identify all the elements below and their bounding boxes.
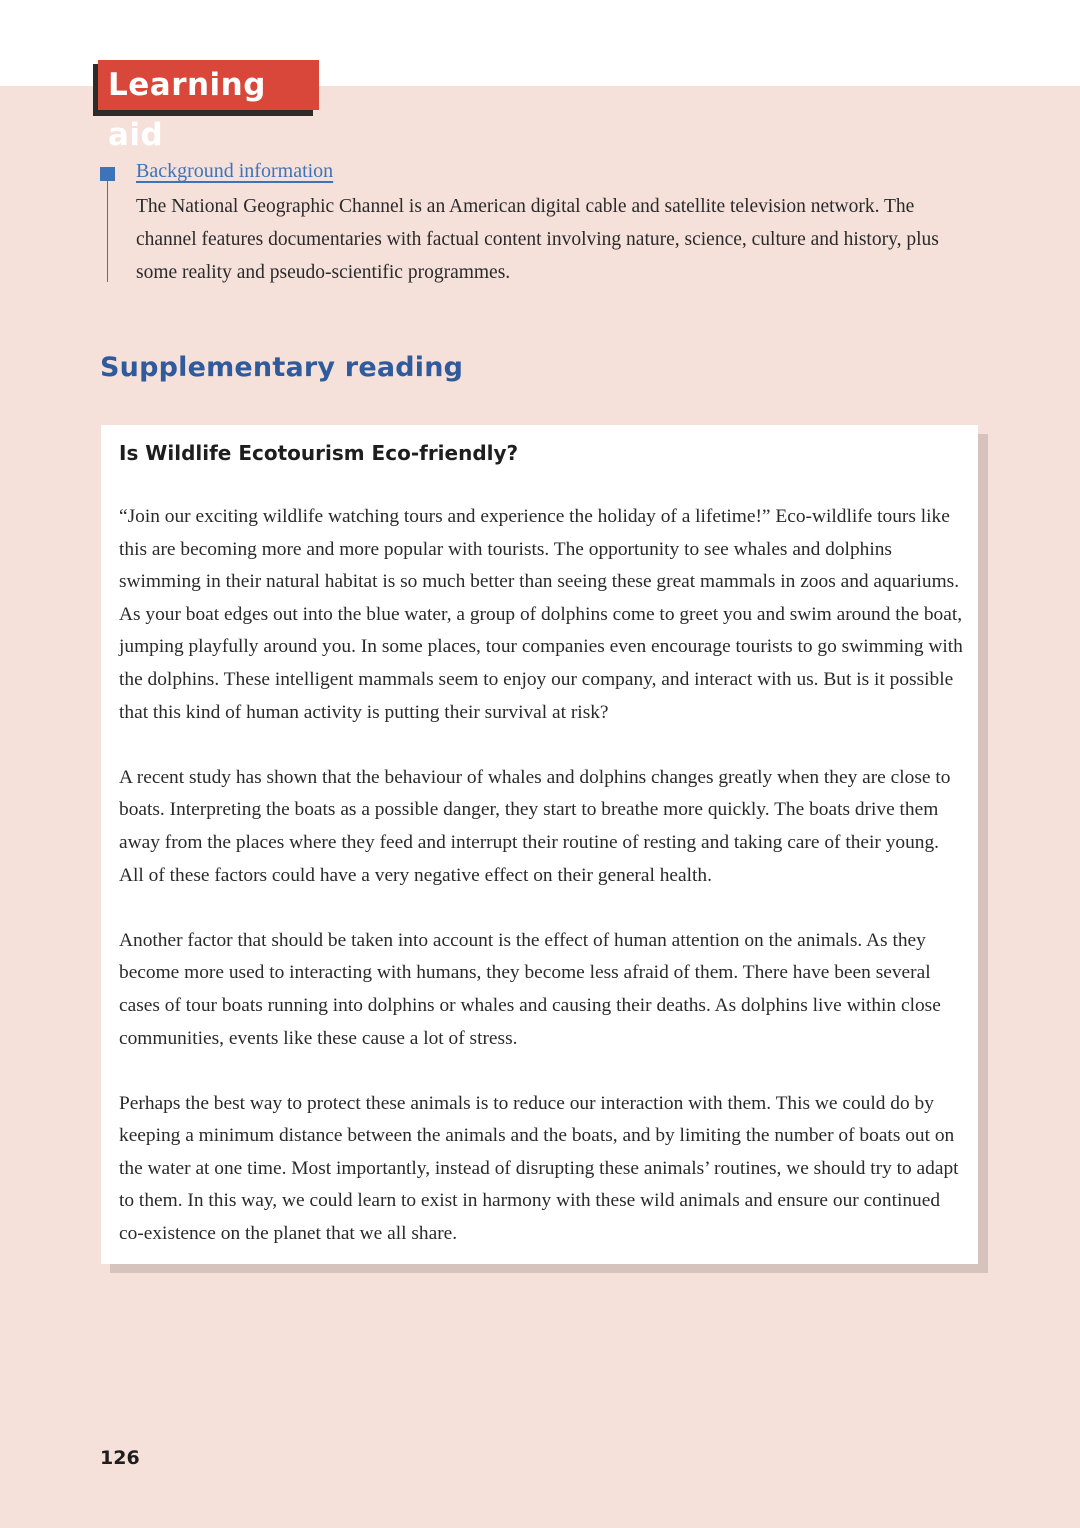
article-paragraph: “Join our exciting wildlife watching tours and experience the holiday of a lifetime!” Eco-wildlife tours like this are becoming more and more popular with tourists. The opportunity to see whales and dolphins swimming in their natural habitat is so much better than seeing these great mammals in zoos and aquariums. As your boat edges out into the blue water, a group of dolphins come to greet you and swim around the boat, jumping playfully around you. In some places, tour companies even encourage tourists to go swimming with the dolphins. These intelligent mammals seem to enjoy our company, and interact with us. But is it possible that this kind of human activity is putting their survival at risk? [119, 506, 963, 723]
background-information-text: The National Geographic Channel is an American digital cable and satellite television network. The channel features documentaries with factual content involving nature, science, culture and history, plus some reality and pseudo-scientific programmes. [136, 196, 939, 283]
supplementary-reading-heading: Supplementary reading [100, 352, 464, 383]
learning-aid-badge [93, 60, 319, 153]
page-number: 126 [100, 1447, 140, 1469]
article-body [119, 501, 965, 1283]
article-title: Is Wildlife Ecotourism Eco-friendly? [119, 441, 519, 465]
learning-aid-label: Learning aid [98, 60, 319, 110]
square-bullet-icon [100, 167, 115, 181]
article-paragraph: Perhaps the best way to protect these animals is to reduce our interaction with them. This we could do by keeping a minimum distance between the animals and the boats, and by limiting the number of boats out on the water at one time. Most importantly, instead of disrupting these animals’ routines, we should try to adapt to them. In this way, we could learn to exist in harmony with these wild animals and ensure our continued co-existence on the planet that we all share. [119, 1092, 959, 1245]
background-information-section [100, 158, 980, 288]
article-paragraph: Another factor that should be taken into account is the effect of human attention on the animals. As they become more used to interacting with humans, they become less afraid of them. There have been several cases of tour boats running into dolphins or whales and causing their deaths. As dolphins live within close communities, events like these cause a lot of stress. [119, 929, 941, 1049]
article-paragraph: A recent study has shown that the behaviour of whales and dolphins changes greatly when they are close to boats. Interpreting the boats as a possible danger, they start to breathe more quickly. The boats drive them away from the places where they feed and interrupt their routine of resting and taking care of their young. All of these factors could have a very negative effect on their general health. [119, 766, 951, 886]
background-information-title[interactable]: Background information [136, 160, 334, 182]
article-card [101, 425, 978, 1264]
section-divider-line [107, 180, 108, 282]
